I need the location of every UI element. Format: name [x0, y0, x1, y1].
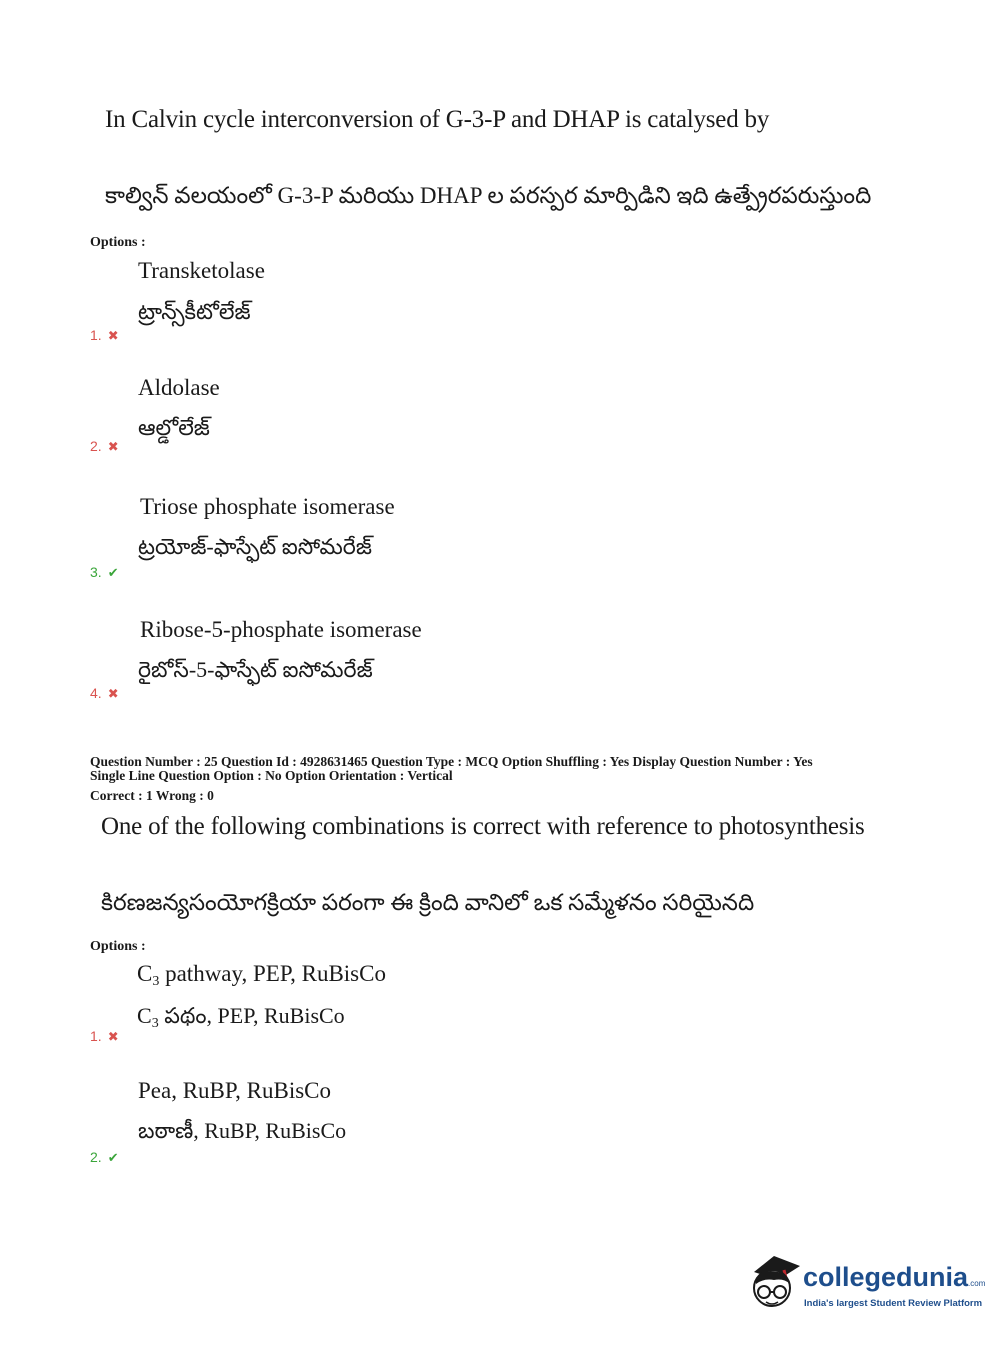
option-text-en	[137, 961, 386, 990]
option-text-part: పథం, PEP, RuBisCo	[158, 1003, 345, 1028]
option-text-te: ఆల్డోలేజ్	[138, 415, 210, 440]
wrong-mark-icon: ✖	[107, 439, 119, 454]
logo-name-text: collegedunia	[803, 1262, 969, 1292]
correct-mark-icon: ✔	[107, 1150, 119, 1165]
option-number-text: 2.	[90, 1149, 102, 1165]
logo-tagline: India's largest Student Review Platform	[804, 1298, 983, 1309]
option-text-en: Triose phosphate isomerase	[140, 494, 395, 519]
logo-suffix: .com	[968, 1279, 986, 1288]
question-text-en: In Calvin cycle interconversion of G-3-P and DHAP is catalysed by	[105, 106, 770, 133]
question-marks-line: Correct : 1 Wrong : 0	[90, 788, 214, 803]
option-text-part: pathway, PEP, RuBisCo	[159, 961, 386, 986]
subscript: 3	[151, 1016, 159, 1031]
question-meta-line: Single Line Question Option : No Option Orientation : Vertical	[90, 768, 453, 783]
option-text-en: Ribose-5-phosphate isomerase	[140, 617, 422, 642]
wrong-mark-icon: ✖	[107, 1029, 119, 1044]
wrong-mark-icon: ✖	[107, 328, 119, 343]
option-number	[90, 685, 119, 702]
option-number-text: 1.	[90, 1028, 102, 1044]
option-number-text: 2.	[90, 438, 102, 454]
option-text-te: రైబోస్-5-ఫాస్ఫేట్ ఐసోమరేజ్	[138, 657, 373, 682]
options-label: Options :	[90, 939, 146, 954]
option-text-te: ట్రాన్స్‌కీటోలేజ్	[138, 299, 251, 324]
subscript: 3	[152, 974, 160, 989]
question-text-te: కిరణజన్యసంయోగక్రియా పరంగా ఈ క్రింది వానిలో ఒక సమ్మేళనం సరియైనది	[101, 890, 755, 915]
option-text-part: C	[137, 1003, 152, 1028]
option-number	[90, 1028, 119, 1045]
option-text-en: Transketolase	[138, 258, 265, 283]
correct-mark-icon: ✔	[107, 565, 119, 580]
option-text-en: Aldolase	[138, 375, 220, 400]
option-number-text: 1.	[90, 327, 102, 343]
option-text-te: బఠాణీ, RuBP, RuBisCo	[138, 1118, 347, 1143]
options-label: Options :	[90, 235, 146, 250]
question-text-en: One of the following combinations is correct with reference to photosynthesis	[101, 813, 865, 840]
logo-mascot-icon	[744, 1250, 804, 1316]
wrong-mark-icon: ✖	[107, 686, 119, 701]
option-number	[90, 327, 119, 344]
option-text-te: ట్రయోజ్-ఫాస్ఫేట్ ఐసోమరేజ్	[138, 534, 372, 559]
option-number-text: 4.	[90, 685, 102, 701]
logo-name	[803, 1262, 985, 1293]
option-number	[90, 1149, 119, 1166]
option-text-en: Pea, RuBP, RuBisCo	[138, 1078, 331, 1103]
option-number	[90, 438, 119, 455]
question-text-te: కాల్విన్ వలయంలో G-3-P మరియు DHAP ల పరస్పర మార్పిడిని ఇది ఉత్ప్రేరపరుస్తుంది	[105, 183, 872, 208]
option-text-te	[137, 1003, 345, 1034]
question-meta-line: Question Number : 25 Question Id : 4928631465 Question Type : MCQ Option Shuffling : Yes Display Question Number : Yes	[90, 754, 813, 769]
option-number-text: 3.	[90, 564, 102, 580]
option-number	[90, 564, 119, 581]
option-text-part: C	[137, 961, 153, 986]
